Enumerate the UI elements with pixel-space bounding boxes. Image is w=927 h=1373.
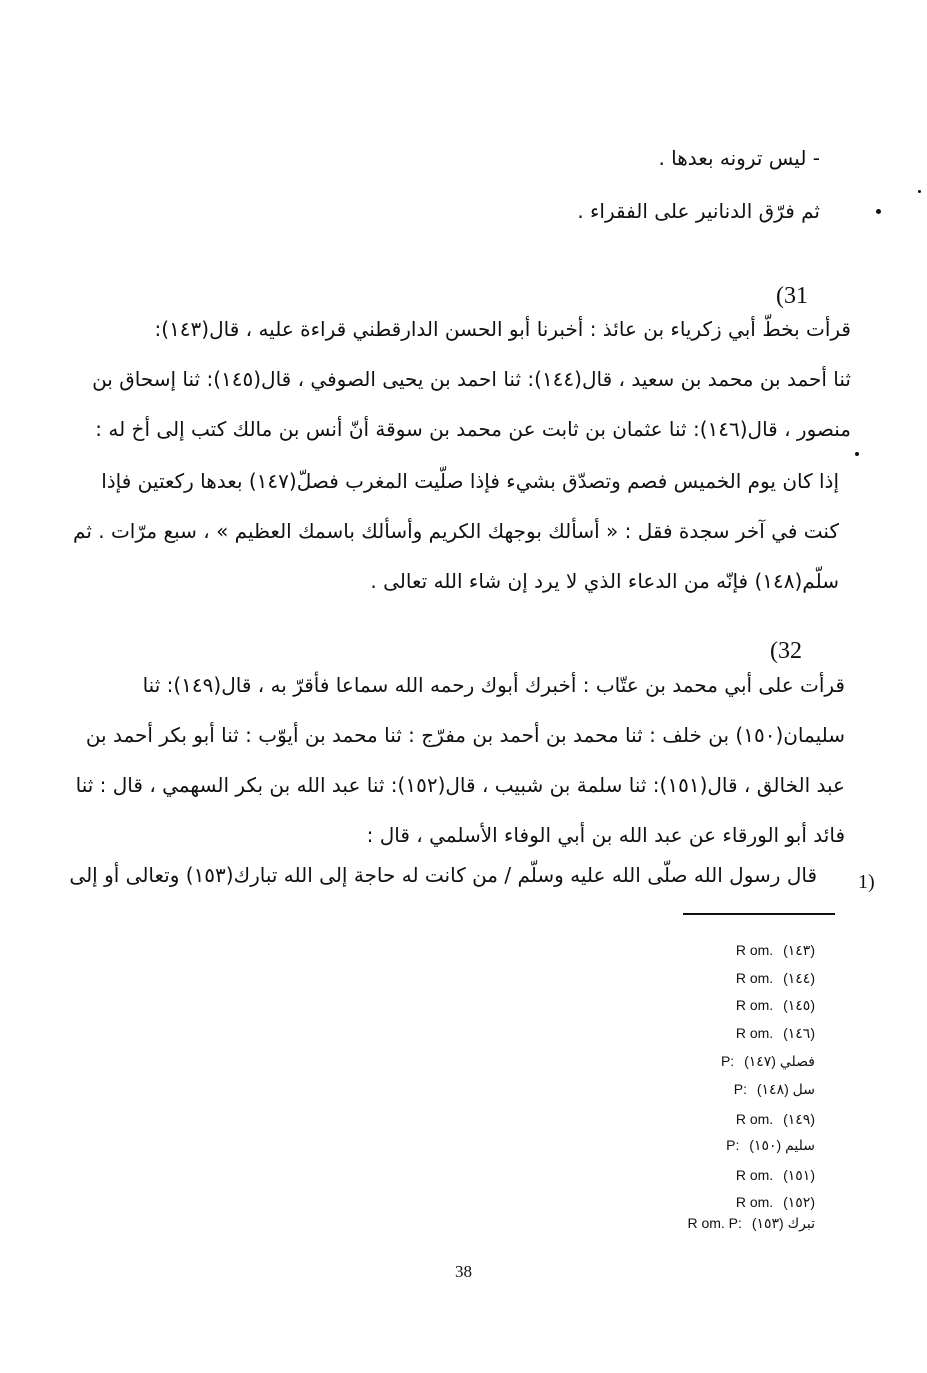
footnote [734, 1082, 815, 1096]
text-line: كنت في آخر سجدة فقل : « أسألك بوجهك الكريم وأسألك باسمك العظيم » ، سبع مرّات . ثم [73, 519, 839, 543]
margin-dot [876, 209, 881, 214]
intro-line-1: - ليس ترونه بعدها . [658, 146, 820, 170]
text-line: سليمان(١٥٠) بن خلف : ثنا محمد بن أحمد بن مفرّج : ثنا محمد بن أيوّب : ثنا أبو بكر أحمد بن [85, 723, 845, 747]
footnote-text: R om. [735, 970, 774, 986]
footnote-text: R om. [735, 1111, 774, 1127]
footnote-number: (١٥٠) [749, 1137, 782, 1153]
footnote-number: (١٥٢) [783, 1194, 815, 1210]
footnote-text: P: سل [733, 1081, 815, 1097]
footnote-number: (١٤٩) [783, 1111, 815, 1127]
footnote [736, 1112, 815, 1126]
text-line: إذا كان يوم الخميس فصم وتصدّق بشيء فإذا صلّيت المغرب فصلّ(١٤٧) بعدها ركعتين فإذا [101, 469, 839, 493]
footnote-separator [683, 913, 835, 915]
footnote-text: P: فصلي [720, 1053, 815, 1069]
margin-dot [918, 190, 921, 193]
footnote-number: (١٤٥) [783, 997, 815, 1013]
text-line: منصور ، قال(١٤٦): ثنا عثمان بن ثابت عن محمد بن سوقة أنّ أنس بن مالك كتب إلى أخ له : [95, 417, 851, 441]
footnote [736, 943, 815, 957]
text-line: ثنا أحمد بن محمد بن سعيد ، قال(١٤٤): ثنا احمد بن يحيى الصوفي ، قال(١٤٥): ثنا إسحاق بن [92, 367, 851, 391]
footnote [736, 998, 815, 1012]
section-31-quote [73, 456, 839, 606]
footnote-number: (١٥١) [783, 1167, 815, 1183]
footnote [736, 971, 815, 985]
footnote [736, 1168, 815, 1182]
footnote-text: R om. [735, 1167, 774, 1183]
footnote [687, 1216, 815, 1230]
footnote-text: R om. [735, 1025, 774, 1041]
section-31-paragraph [91, 304, 851, 454]
text-line: فائد أبو الورقاء عن عبد الله بن أبي الوفاء الأسلمي ، قال : [366, 823, 845, 847]
section-number: (32 [770, 638, 802, 664]
section-number: (31 [776, 283, 808, 309]
footnote [736, 1026, 815, 1040]
footnote [726, 1138, 815, 1152]
footnote-text: R om. [735, 942, 774, 958]
section-32-last-line: قال رسول الله صلّى الله عليه وسلّم / من كانت له حاجة إلى الله تبارك(١٥٣) وتعالى أو إلى [69, 863, 817, 887]
footnote-number: (١٥٣) [751, 1215, 784, 1231]
footnote-number: (١٤٣) [783, 942, 815, 958]
footnote-text: R om. P: تبرك [687, 1215, 815, 1231]
footnote-number: (١٤٨) [756, 1081, 789, 1097]
margin-dot [855, 452, 859, 456]
footnote-text: R om. [735, 1194, 774, 1210]
footnote-number: (١٤٦) [783, 1025, 815, 1041]
footnote [736, 1195, 815, 1209]
text-line: سلّم(١٤٨) فإنّه من الدعاء الذي لا يرد إن شاء الله تعالى . [370, 569, 839, 593]
text-line: عبد الخالق ، قال(١٥١): ثنا سلمة بن شبيب ، قال(١٥٢): ثنا عبد الله بن بكر السهمي ، قال : ثنا [75, 773, 845, 797]
footnote-number: (١٤٤) [783, 970, 815, 986]
footnote-text: R om. [735, 997, 774, 1013]
text-line: قرأت بخطّ أبي زكرياء بن عائذ : أخبرنا أبو الحسن الدارقطني قراءة عليه ، قال(١٤٣): [154, 317, 851, 341]
margin-note: 1) [858, 871, 875, 893]
footnote-text: P: سليم [726, 1137, 815, 1153]
footnote-number: (١٤٧) [744, 1053, 776, 1069]
page-number: 38 [455, 1262, 472, 1281]
section-32-paragraph [75, 660, 845, 860]
text-line: قرأت على أبي محمد بن عتّاب : أخبرك أبوك رحمه الله سماعا فأقرّ به ، قال(١٤٩): ثنا [142, 673, 845, 697]
footnote [721, 1054, 815, 1068]
intro-line-2: ثم فرّق الدنانير على الفقراء . [577, 199, 820, 223]
